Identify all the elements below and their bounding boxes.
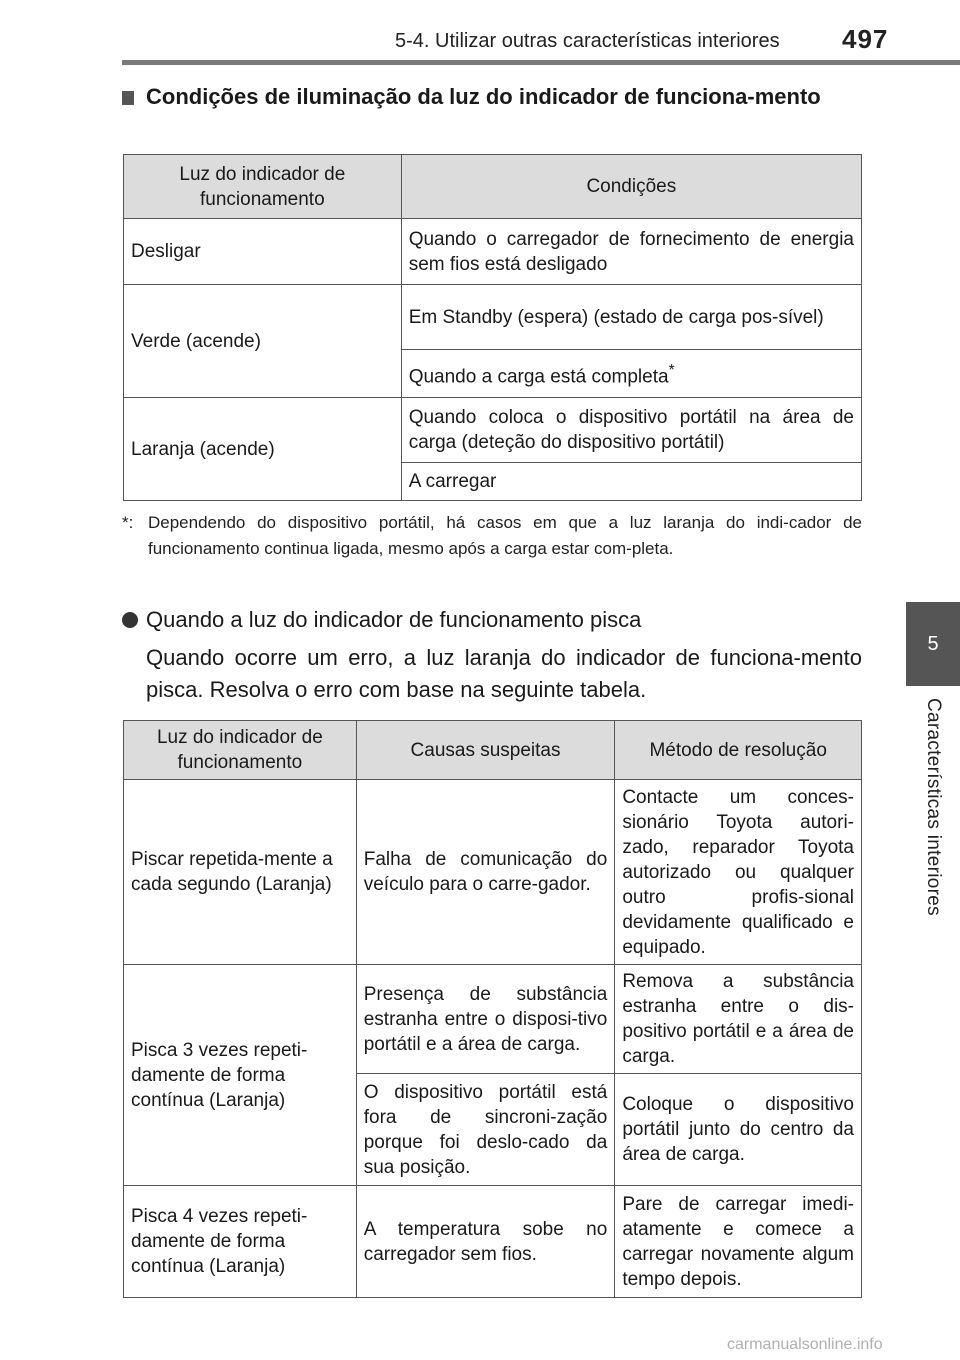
indicator-conditions-table <box>123 154 862 501</box>
table-header-cell: Luz do indicador de funcionamento <box>124 155 402 219</box>
section-heading <box>122 82 862 112</box>
cause-cell: O dispositivo portátil está fora de sincroni-zação porque foi deslo-cado da sua posição. <box>356 1074 615 1186</box>
light-cell: Desligar <box>124 219 402 285</box>
table-header-cell: Causas suspeitas <box>356 721 615 780</box>
table-header-cell: Condições <box>401 155 861 219</box>
light-cell: Piscar repetida-mente a cada segundo (Laranja) <box>124 780 357 965</box>
condition-cell: A carregar <box>401 463 861 501</box>
table-row <box>124 398 862 463</box>
blink-heading-text: Quando a luz do indicador de funcionamento pisca <box>146 607 642 632</box>
table-header-row <box>124 721 862 780</box>
square-bullet-icon <box>122 91 134 105</box>
footnote-marker: *: <box>122 513 134 532</box>
method-cell: Coloque o dispositivo portátil junto do centro da área de carga. <box>615 1074 862 1186</box>
circle-bullet-icon <box>122 612 138 628</box>
troubleshooting-table <box>123 720 862 1298</box>
table-row <box>124 1186 862 1298</box>
page-header <box>0 0 960 60</box>
section-heading-text: Condições de iluminação da luz do indicador de funciona-mento <box>146 84 821 109</box>
cause-cell: A temperatura sobe no carregador sem fios. <box>356 1186 615 1298</box>
chapter-number: 5 <box>927 632 939 655</box>
method-cell: Pare de carregar imedi-atamente e comece a carregar novamente algum tempo depois. <box>615 1186 862 1298</box>
footnote-mark: * <box>668 361 675 379</box>
blink-heading <box>122 604 862 636</box>
table-row <box>124 780 862 965</box>
chapter-tab <box>906 602 960 686</box>
light-cell: Pisca 3 vezes repeti-damente de forma contínua (Laranja) <box>124 965 357 1186</box>
table-header-cell: Luz do indicador de funcionamento <box>124 721 357 780</box>
footnote <box>122 510 862 562</box>
watermark: carmanualsonline.info <box>727 1336 883 1353</box>
chapter-label: Características interiores <box>923 698 944 916</box>
section-title-header: 5-4. Utilizar outras características interiores <box>395 30 780 52</box>
light-cell: Pisca 4 vezes repeti-damente de forma contínua (Laranja) <box>124 1186 357 1298</box>
condition-text: Quando a carga está completa <box>408 366 669 388</box>
table-header-row <box>124 155 862 219</box>
method-cell: Contacte um conces-sionário Toyota autori-zado, reparador Toyota autorizado ou qualquer outro profis-sional devidamente qualificado e equipado. <box>615 780 862 965</box>
blink-paragraph: Quando ocorre um erro, a luz laranja do indicador de funciona-mento pisca. Resolva o erro com base na seguinte tabela. <box>146 645 862 702</box>
condition-cell: Em Standby (espera) (estado de carga pos-sível) <box>401 285 861 350</box>
table-row <box>124 219 862 285</box>
table-header-cell: Método de resolução <box>615 721 862 780</box>
light-cell: Laranja (acende) <box>124 398 402 501</box>
method-cell: Remova a substância estranha entre o dis-positivo portátil e a área de carga. <box>615 965 862 1074</box>
table-row <box>124 285 862 350</box>
condition-cell: Quando coloca o dispositivo portátil na área de carga (deteção do dispositivo portátil) <box>401 398 861 463</box>
cause-cell: Presença de substância estranha entre o disposi-tivo portátil e a área de carga. <box>356 965 615 1074</box>
footnote-text: Dependendo do dispositivo portátil, há casos em que a luz laranja do indi-cador de funcionamento continua ligada, mesmo após a carga estar com-pleta. <box>148 513 862 558</box>
table-row <box>124 965 862 1074</box>
page-number: 497 <box>842 24 889 54</box>
condition-cell: Quando o carregador de fornecimento de energia sem fios está desligado <box>401 219 861 285</box>
chapter-label-container <box>906 686 960 986</box>
condition-cell <box>401 350 861 398</box>
light-cell: Verde (acende) <box>124 285 402 398</box>
cause-cell: Falha de comunicação do veículo para o carre-gador. <box>356 780 615 965</box>
header-rule <box>122 60 960 65</box>
